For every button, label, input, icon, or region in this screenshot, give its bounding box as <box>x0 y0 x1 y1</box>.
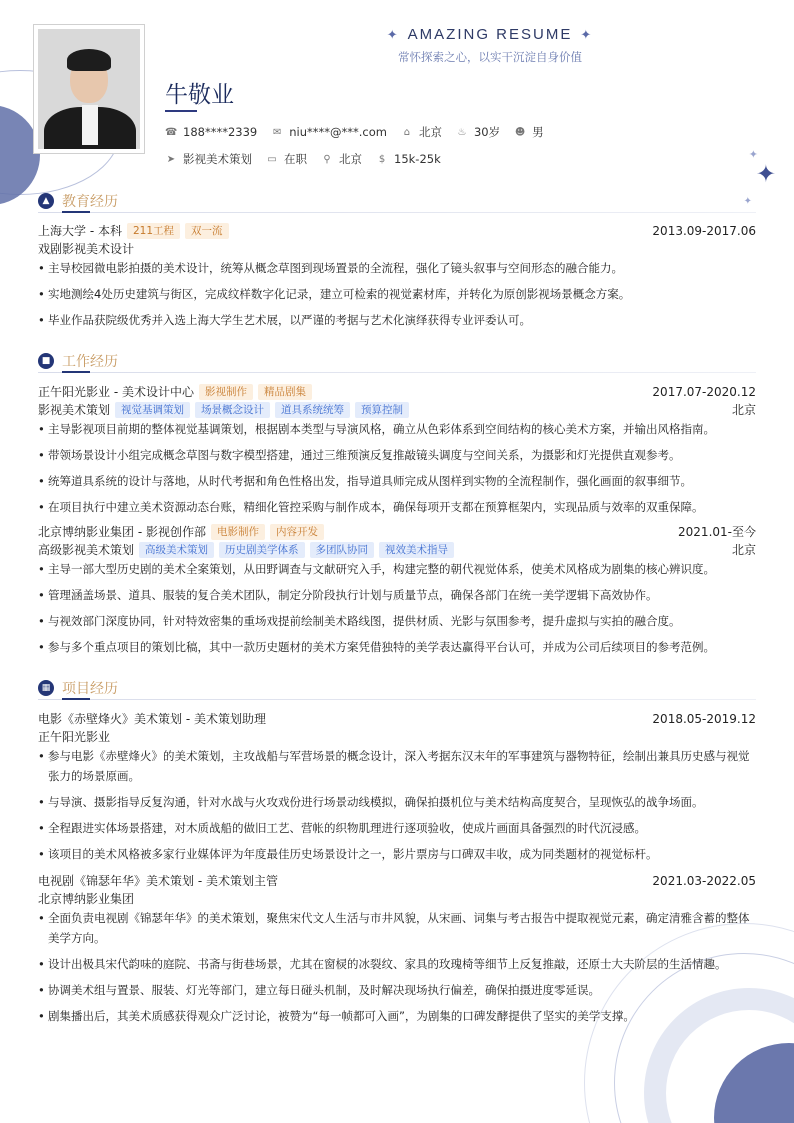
work-date: 2021.01-至今 <box>678 525 756 539</box>
list-item: • 参与多个重点项目的策划比稿，其中一款历史题材的美术方案凭借独特的美学表达赢得平台认可，并成为公司后续项目的参考范例。 <box>38 637 756 657</box>
list-item: • 参与电影《赤壁烽火》的美术策划，主攻战船与军营场景的概念设计，深入考据东汉末年的军事建筑与器物特征，绘制出兼具历史感与视觉张力的场景原画。 <box>38 746 756 786</box>
section-divider-accent <box>62 211 90 213</box>
job-intent-row <box>165 151 455 167</box>
banner <box>370 26 610 65</box>
status-item <box>266 151 307 167</box>
role-tag: 历史剧美学体系 <box>219 542 305 558</box>
list-item: • 与视效部门深度协同，针对特效密集的重场戏提前绘制美术路线图，提供材质、光影与氛围参考，提升虚拟与实拍的融合度。 <box>38 611 756 631</box>
work-company-row <box>38 383 756 400</box>
company-name: 正午阳光影业 - 美术设计中心 <box>38 385 194 399</box>
money-icon: $ <box>378 153 386 165</box>
grid-icon: ▦ <box>38 680 54 696</box>
projects-section-title: 项目经历 <box>62 681 118 697</box>
banner-subtitle: 常怀探索之心，以实干沉淀自身价值 <box>398 50 582 64</box>
mail-icon: ✉ <box>273 126 282 138</box>
list-item: • 设计出极具宋代韵味的庭院、书斋与街巷场景，尤其在窗棂的冰裂纹、家具的玫瑰椅等细节上反复推敲，还原士大夫阶层的生活情趣。 <box>38 954 756 974</box>
role-tag: 多团队协同 <box>310 542 375 558</box>
phone-icon: ☎ <box>165 126 178 138</box>
list-item: • 协调美术组与置景、服装、灯光等部门，建立每日碰头机制，及时解决现场执行偏差，确保拍摄进度零延误。 <box>38 980 756 1000</box>
target-job-value: 影视美术策划 <box>183 152 252 166</box>
project-org: 北京博纳影业集团 <box>38 892 135 906</box>
list-item: • 在项目执行中建立美术资源动态台账，精细化管控采购与制作成本，确保每项开支都在预算框架内，实现品质与效率的双重保障。 <box>38 497 756 517</box>
phone-value: 188****2339 <box>183 125 258 139</box>
sparkle-icon: ✦ <box>748 148 758 161</box>
target-city-item <box>321 151 362 167</box>
work-section-header <box>38 351 118 371</box>
role-name: 高级影视美术策划 <box>38 543 135 557</box>
briefcase-icon: ▭ <box>267 153 277 165</box>
company-tag: 内容开发 <box>270 524 324 540</box>
role-tag: 预算控制 <box>355 402 409 418</box>
age-item <box>456 124 500 140</box>
list-item: • 全程跟进实体场景搭建，对木质战船的做旧工艺、营帐的织物肌理进行逐项验收，使成片画面具备强烈的时代沉浸感。 <box>38 818 756 838</box>
status-value: 在职 <box>284 152 307 166</box>
project-title: 电视剧《锦瑟年华》美术策划 - 美术策划主管 <box>38 874 278 888</box>
list-item: • 与导演、摄影指导反复沟通，针对水战与火攻戏份进行场景动线模拟，确保拍摄机位与美术结构高度契合，呈现恢弘的战争场面。 <box>38 792 756 812</box>
sparkle-icon: ✦ <box>743 196 752 207</box>
graduation-cap-icon: ▲ <box>38 193 54 209</box>
contact-info-row <box>165 124 558 140</box>
section-divider-accent <box>62 371 90 373</box>
education-row <box>38 222 756 239</box>
list-item: • 毕业作品获院级优秀并入选上海大学生艺术展，以严谨的考据与艺术化演绎获得专业评委认可。 <box>38 310 756 330</box>
role-name: 影视美术策划 <box>38 403 111 417</box>
section-divider <box>38 699 756 700</box>
salary-value: 15k-25k <box>394 152 441 166</box>
briefcase-icon: ■ <box>38 353 54 369</box>
company-name: 北京博纳影业集团 - 影视创作部 <box>38 525 206 539</box>
list-item: • 全面负责电视剧《锦瑟年华》的美术策划，聚焦宋代文人生活与市井风貌，从宋画、词集与考古报告中提取视觉元素，确定清雅含蓄的整体美学方向。 <box>38 908 756 948</box>
project-date: 2021.03-2022.05 <box>652 873 756 888</box>
home-icon: ⌂ <box>403 126 411 138</box>
major-row <box>38 240 756 257</box>
project-org: 正午阳光影业 <box>38 730 111 744</box>
work-location: 北京 <box>731 543 756 557</box>
list-item: • 统筹道具系统的设计与落地，从时代考据和角色性格出发，指导道具师完成从图样到实物的全流程制作，强化画面的叙事细节。 <box>38 471 756 491</box>
city-value: 北京 <box>418 125 442 139</box>
name-underline <box>165 110 197 112</box>
phone-item <box>165 125 257 139</box>
education-bullets <box>38 258 756 336</box>
diamond-icon: ✦ <box>580 27 594 42</box>
project-org-row <box>38 890 756 907</box>
company-tag: 影视制作 <box>199 384 253 400</box>
list-item: • 实地测绘4处历史建筑与街区，完成纹样数字化记录，建立可检索的视觉素材库，并转化为原创影视场景概念方案。 <box>38 284 756 304</box>
project-title: 电影《赤壁烽火》美术策划 - 美术策划助理 <box>38 712 266 726</box>
role-tag: 视觉基调策划 <box>115 402 190 418</box>
gender-item <box>514 124 544 140</box>
list-item: • 该项目的美术风格被多家行业媒体评为年度最佳历史场景设计之一，影片票房与口碑双丰收，成为同类题材的视觉标杆。 <box>38 844 756 864</box>
company-tag: 精品剧集 <box>258 384 312 400</box>
project-title-row <box>38 872 756 889</box>
project-title-row <box>38 710 756 727</box>
city-item <box>401 124 442 140</box>
major-name: 戏剧影视美术设计 <box>38 242 135 256</box>
role-tag: 场景概念设计 <box>195 402 270 418</box>
work-bullets <box>38 419 756 523</box>
age-value: 30岁 <box>473 125 501 139</box>
work-role-row <box>38 401 756 418</box>
project-bullets <box>38 746 756 870</box>
section-divider <box>38 372 756 373</box>
school-name: 上海大学 - 本科 <box>38 224 122 238</box>
work-location: 北京 <box>731 403 756 417</box>
role-tag: 高级美术策划 <box>139 542 214 558</box>
project-bullets <box>38 908 756 1032</box>
education-tag: 211工程 <box>127 223 180 239</box>
education-date: 2013.09-2017.06 <box>652 223 756 238</box>
send-icon: ➤ <box>166 153 176 165</box>
profile-photo-frame <box>33 24 145 154</box>
diamond-icon: ✦ <box>386 27 400 42</box>
list-item: • 管理涵盖场景、道具、服装的复合美术团队，制定分阶段执行计划与质量节点，确保各部门在统一美学逻辑下高效协作。 <box>38 585 756 605</box>
banner-title: AMAZING RESUME <box>407 26 573 43</box>
person-icon: ☻ <box>514 126 526 138</box>
education-tag: 双一流 <box>185 223 229 239</box>
role-tag: 视效美术指导 <box>379 542 454 558</box>
work-section-title: 工作经历 <box>62 354 118 370</box>
list-item: • 主导一部大型历史剧的美术全案策划，从田野调查与文献研究入手，构建完整的朝代视觉体系，使美术风格成为剧集的核心辨识度。 <box>38 559 756 579</box>
project-org-row <box>38 728 756 745</box>
list-item: • 主导校园微电影拍摄的美术设计，统筹从概念草图到现场置景的全流程，强化了镜头叙事与空间形态的融合能力。 <box>38 258 756 278</box>
work-bullets <box>38 559 756 663</box>
list-item: • 剧集播出后，其美术质感获得观众广泛讨论，被赞为“每一帧都可入画”，为剧集的口碑发酵提供了坚实的美学支撑。 <box>38 1006 756 1026</box>
list-item: • 主导影视项目前期的整体视觉基调策划，根据剧本类型与导演风格，确立从色彩体系到空间结构的核心美术方案，并输出风格指南。 <box>38 419 756 439</box>
projects-section-header <box>38 678 118 698</box>
project-date: 2018.05-2019.12 <box>652 711 756 726</box>
email-value: niu****@***.com <box>289 125 387 139</box>
cake-icon: ♨ <box>457 126 467 138</box>
education-section-title: 教育经历 <box>62 194 118 210</box>
candidate-name: 牛敬业 <box>165 82 234 108</box>
target-city-value: 北京 <box>339 152 362 166</box>
email-item <box>271 125 387 139</box>
section-divider-accent <box>62 698 90 700</box>
company-tag: 电影制作 <box>211 524 265 540</box>
role-tag: 道具系统统筹 <box>275 402 350 418</box>
location-pin-icon: ⚲ <box>323 153 331 165</box>
work-role-row <box>38 541 756 558</box>
profile-photo <box>38 29 140 149</box>
section-divider <box>38 212 756 213</box>
sparkle-large-icon: ✦ <box>755 160 776 188</box>
work-company-row <box>38 523 756 540</box>
work-date: 2017.07-2020.12 <box>652 384 756 399</box>
salary-item <box>376 152 441 166</box>
education-section-header <box>38 191 118 211</box>
target-job-item <box>165 151 252 167</box>
gender-value: 男 <box>532 125 544 139</box>
list-item: • 带领场景设计小组完成概念草图与数字模型搭建，通过三维预演反复推敲镜头调度与空间关系，为摄影和灯光提供直观参考。 <box>38 445 756 465</box>
